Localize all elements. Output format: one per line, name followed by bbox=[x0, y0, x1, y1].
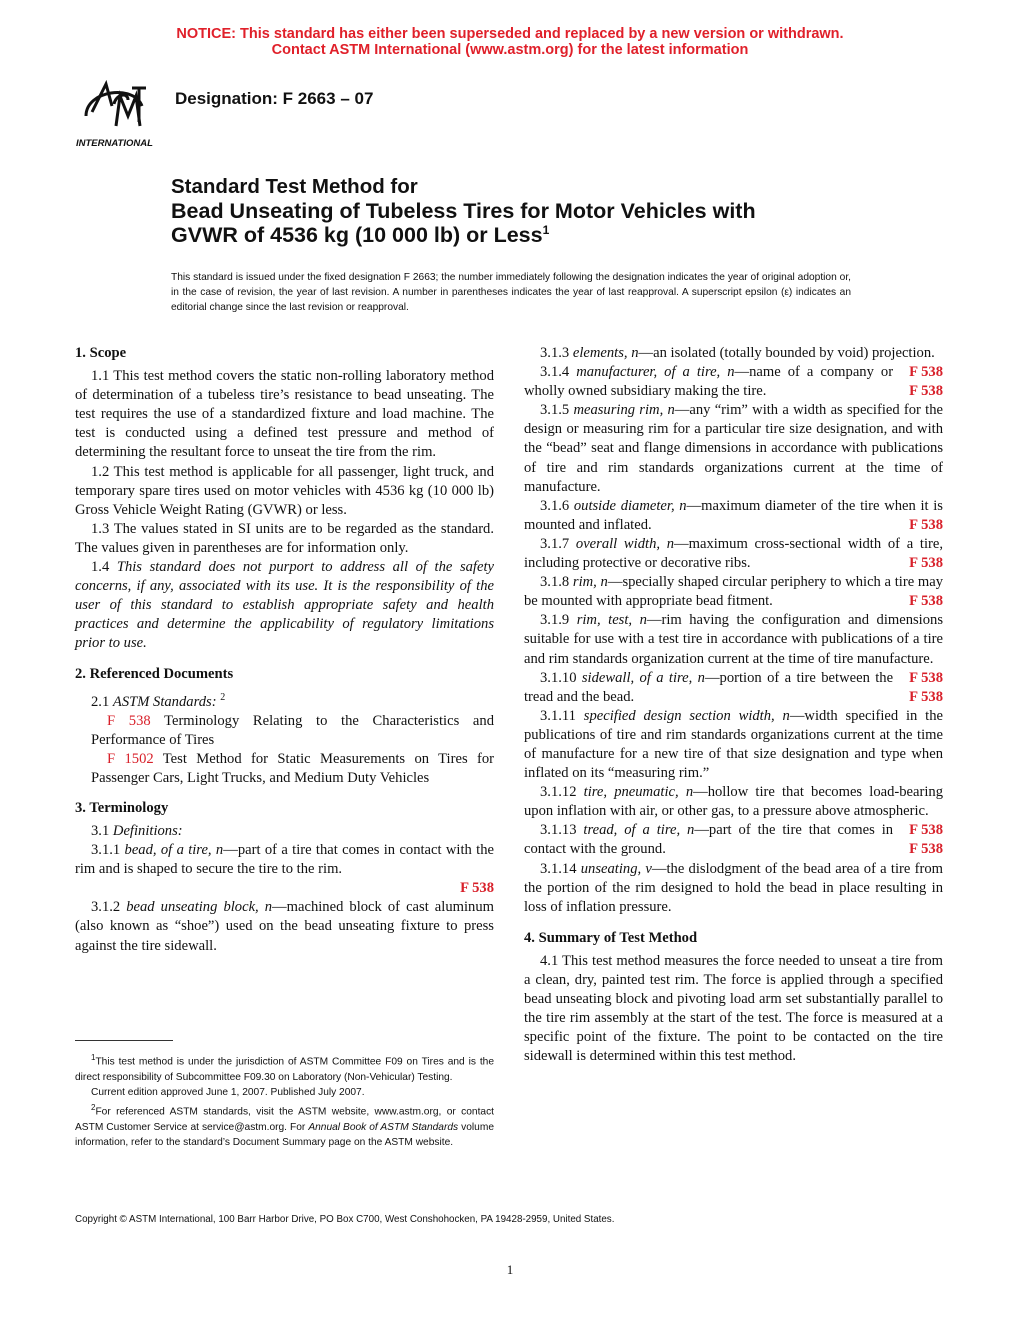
reference-link-f538[interactable]: F 538 bbox=[909, 555, 943, 572]
section-heading-scope: 1. Scope bbox=[75, 345, 127, 361]
astm-logo bbox=[72, 76, 162, 150]
section-heading-summary: 4. Summary of Test Method bbox=[524, 929, 698, 946]
reference-item-f538: F 538 Terminology Relating to the Characteristics and Performance of Tires bbox=[91, 712, 494, 748]
reference-link-f538[interactable]: F 538 bbox=[909, 383, 943, 400]
paragraph-3-1: 3.1 Definitions: bbox=[91, 823, 183, 840]
reference-link-f538[interactable]: F 538 bbox=[909, 516, 943, 533]
definition-3-1-10: 3.1.10 sidewall, of a tire, n—portion of a tire between the tread and the bead. F 538 bbox=[524, 669, 943, 707]
left-column bbox=[75, 344, 494, 956]
definition-3-1-13: 3.1.13 tread, of a tire, n—part of the tire that comes in contact with the ground. F 538 bbox=[524, 821, 943, 859]
copyright-notice: Copyright © ASTM International, 100 Barr Harbor Drive, PO Box C700, West Conshohocken, PA 19428-2959, United States. bbox=[75, 1214, 615, 1225]
definition-3-1-14: 3.1.14 unseating, v—the dislodgment of the bead area of a tire from the portion of the rim designed to hold the bead in place resulting in loss of inflation pressure. bbox=[524, 860, 943, 915]
definition-3-1-6: 3.1.6 outside diameter, n—maximum diameter of the tire when it is mounted and inflated. F 538 bbox=[524, 497, 943, 535]
reference-item-f1502: F 1502 Test Method for Static Measurements on Tires for Passenger Cars, Light Trucks, and Medium Duty Vehicles bbox=[91, 750, 495, 786]
reference-link-f1502[interactable]: F 1502 bbox=[107, 750, 154, 767]
definition-3-1-5: 3.1.5 measuring rim, n—any “rim” with a width as specified for the design or measuring rim for a particular tire size designation, and with the “bead” seat and flange dimensions in accordance with publications of tire and rim standards organizations current at the time of manufacture. bbox=[524, 402, 943, 495]
paragraph-1-3: 1.3 The values stated in SI units are to be regarded as the standard. The values given in parentheses are for information only. bbox=[75, 520, 494, 556]
section-heading-references: 2. Referenced Documents bbox=[75, 665, 234, 682]
designation: Designation: F 2663 – 07 bbox=[175, 89, 374, 108]
paragraph-1-2: 1.2 This test method is applicable for all passenger, light truck, and temporary spare tires used on motor vehicles with 4536 kg (10 000 lb) Gross Vehicle Weight Rating (GVWR) or less. bbox=[75, 463, 494, 518]
definition-3-1-3: 3.1.3 elements, n—an isolated (totally bounded by void) projection. F 538 bbox=[524, 344, 943, 363]
paragraph-1-4: 1.4 This standard does not purport to address all of the safety concerns, if any, associated with its use. It is the responsibility of the user of this standard to establish appropriate safety and health practices and determine the applicability of regulatory limitations prior to use. bbox=[75, 559, 494, 652]
title-line-3: GVWR of 4536 kg (10 000 lb) or Less bbox=[171, 223, 543, 247]
page-number: 1 bbox=[506, 1262, 514, 1277]
right-column bbox=[524, 344, 943, 1066]
footnote-2: $^2$For referenced ASTM standards, visit the ASTM website, www.astm.org, or contact ASTM Customer Service at service@astm.org. For Annual Book of ASTM Standards volume information, refer to the standard’s Document Summary page on the ASTM website. bbox=[75, 1103, 494, 1148]
document-title bbox=[171, 175, 756, 247]
title-line-1: Standard Test Method for bbox=[171, 175, 418, 198]
paragraph-1-1: 1.1 This test method covers the static non-rolling laboratory method of determination of a tubeless tire’s resistance to bead unseating. The test requires the use of a standardized fixture and load machine. The test is conducted using a defined test pressure and method of determining the resultant force to unseat the tire from the rim. bbox=[75, 368, 494, 461]
issuance-note: This standard is issued under the fixed designation F 2663; the number immediately following the designation indicates the year of original adoption or, in the case of revision, the year of last revision. A number in parentheses indicates the year of last reapproval. A superscript epsilon (ε) indicates an editorial change since the last revision or reapproval. bbox=[171, 272, 851, 313]
astm-logo-text: INTERNATIONAL bbox=[76, 138, 153, 149]
footnote-1: $^1$This test method is under the jurisdiction of ASTM Committee F09 on Tires and is the direct responsibility of Subcommittee F09.30 on Laboratory (Non-Vehicular) Testing. bbox=[75, 1053, 494, 1083]
reference-link-f538[interactable]: F 538 bbox=[909, 841, 943, 858]
reference-link-f538[interactable]: F 538 bbox=[460, 880, 494, 897]
notice-line-1: NOTICE: This standard has either been superseded and replaced by a new version or withdrawn. bbox=[176, 26, 844, 42]
reference-link-f538[interactable]: F 538 bbox=[107, 712, 151, 729]
reference-link-f538[interactable]: F 538 bbox=[909, 364, 943, 381]
paragraph-2-1: 2.1 ASTM Standards: $^2$ bbox=[91, 691, 226, 710]
reference-link-f538[interactable]: F 538 bbox=[909, 593, 943, 610]
title-footnote-marker: 1 bbox=[542, 223, 550, 237]
definition-3-1-12: 3.1.12 tire, pneumatic, n—hollow tire that becomes load-bearing upon inflation with air, or other gas, to a pressure above atmospheric. F 538 bbox=[524, 783, 943, 821]
title-line-2: Bead Unseating of Tubeless Tires for Motor Vehicles with bbox=[171, 199, 756, 223]
notice-line-2: Contact ASTM International (www.astm.org) for the latest information bbox=[271, 42, 749, 58]
definition-3-1-2: 3.1.2 bead unseating block, n—machined block of cast aluminum (also known as “shoe”) used on the bead unseating fixture to press against the tire sidewall. bbox=[75, 899, 494, 954]
footnote-divider bbox=[75, 1040, 173, 1041]
section-heading-terminology: 3. Terminology bbox=[75, 799, 169, 816]
reference-link-f538[interactable]: F 538 bbox=[909, 822, 943, 839]
definition-3-1-9: 3.1.9 rim, test, n—rim having the configuration and dimensions suitable for use with a test tire in accordance with publications of a tire and rim standards organization current at the time of tire manufacture. F 538 bbox=[524, 611, 943, 668]
reference-link-f538[interactable]: F 538 bbox=[909, 669, 943, 686]
definition-3-1-8: 3.1.8 rim, n—specially shaped circular periphery to which a tire may be mounted with appropriate bead fitment. F 538 bbox=[524, 573, 943, 611]
notice-banner bbox=[0, 26, 1020, 58]
reference-link-f538[interactable]: F 538 bbox=[909, 688, 943, 705]
astm-logo-mark bbox=[72, 76, 162, 150]
footnotes bbox=[75, 1050, 494, 1150]
definition-3-1-7: 3.1.7 overall width, n—maximum cross-sectional width of a tire, including protective or decorative ribs. F 538 bbox=[524, 535, 943, 573]
definition-3-1-4: 3.1.4 manufacturer, of a tire, n—name of a company or wholly owned subsidiary making the tire. F 538 bbox=[524, 363, 943, 401]
paragraph-4-1: 4.1 This test method measures the force needed to unseat a tire from a clean, dry, painted test rim. The force is applied through a specified bead unseating block and pivoting load arm set substantially parallel to the tire rim assembly at the start of the test. The force is measured at a specific point of the fixture. The point to be contacted on the tire sidewall is determined within this test method. bbox=[524, 952, 943, 1065]
definition-3-1-1: 3.1.1 bead, of a tire, n—part of a tire that comes in contact with the rim and is shaped to secure the tire to the rim. F 538 bbox=[75, 842, 495, 897]
definition-3-1-11: 3.1.11 specified design section width, n—width specified in the publications of tire and rim standards organizations current at the time of manufacture for a new tire of that size designation and type when inflated on its “measuring rim.” bbox=[524, 707, 944, 782]
footnote-1-edition: Current edition approved June 1, 2007. Published July 2007. bbox=[91, 1086, 365, 1098]
